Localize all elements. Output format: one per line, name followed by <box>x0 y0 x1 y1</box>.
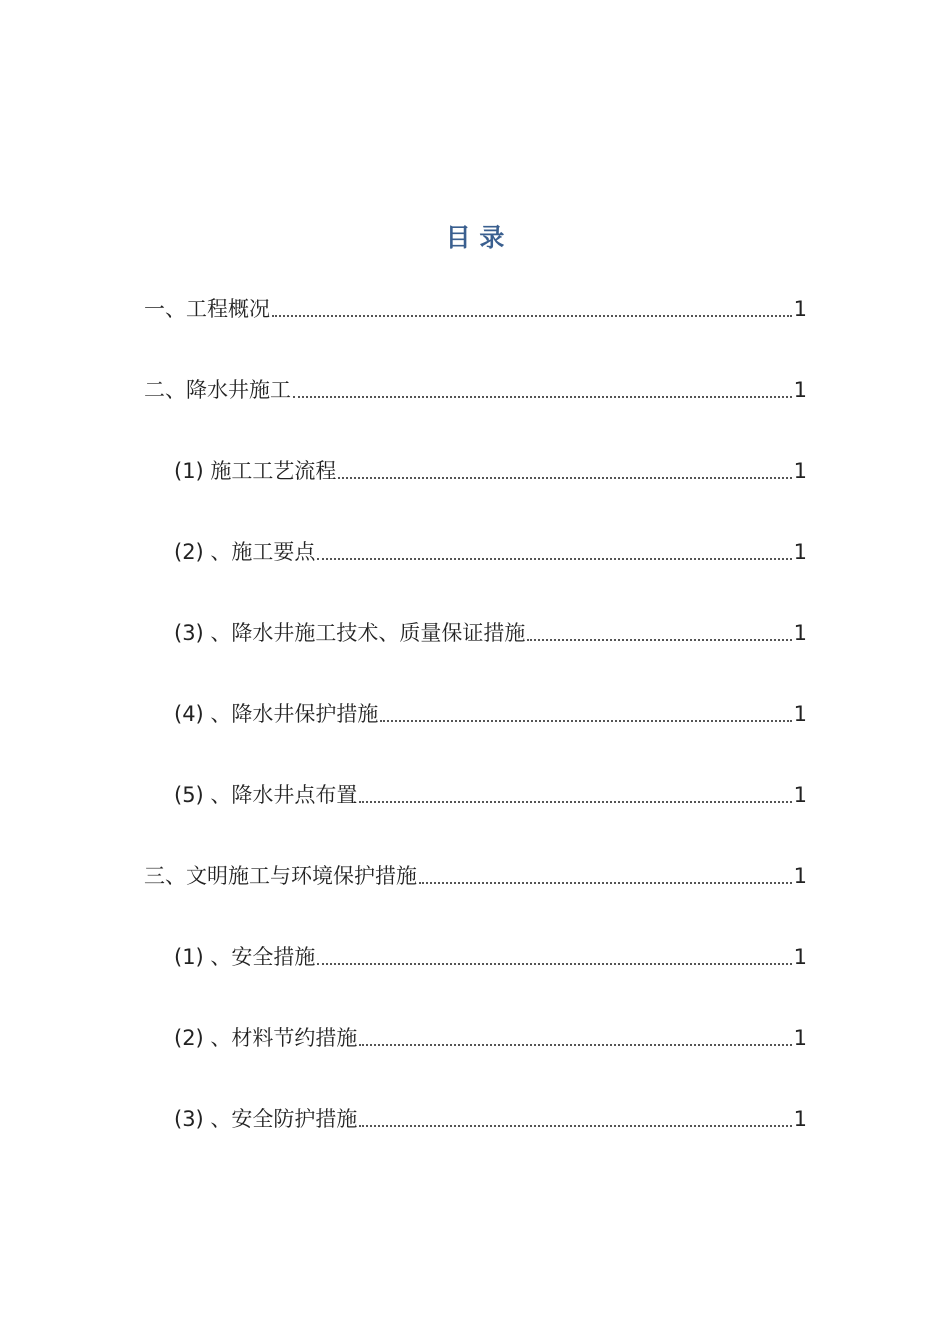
toc-entry-label: (2) 、材料节约措施 <box>174 1026 358 1050</box>
dot-leader <box>338 477 791 479</box>
toc-entry-label: 三、文明施工与环境保护措施 <box>144 864 417 888</box>
dot-leader <box>317 558 791 560</box>
toc-entry-label: (3) 、降水井施工技术、质量保证措施 <box>174 621 526 645</box>
toc-entry[interactable] <box>174 452 807 486</box>
toc-entry-page: 1 <box>793 945 807 969</box>
dot-leader <box>419 882 792 884</box>
dot-leader <box>293 396 792 398</box>
toc-entry-page: 1 <box>793 621 807 645</box>
toc-entry-page: 1 <box>793 864 807 888</box>
toc-entry-label: (1) 施工工艺流程 <box>174 459 337 483</box>
toc-entry[interactable] <box>144 290 807 324</box>
toc-entry-label: (2) 、施工要点 <box>174 540 316 564</box>
toc-entry-label: 二、降水井施工 <box>144 378 291 402</box>
toc-entry[interactable] <box>174 938 807 972</box>
toc-entry-label: (4) 、降水井保护措施 <box>174 702 379 726</box>
toc-entry[interactable] <box>174 1100 807 1134</box>
toc-entry-label: (3) 、安全防护措施 <box>174 1107 358 1131</box>
toc-entry-page: 1 <box>793 702 807 726</box>
toc-entry-page: 1 <box>793 459 807 483</box>
toc-entry-page: 1 <box>793 297 807 321</box>
dot-leader <box>527 639 791 641</box>
toc-entry-label: (1) 、安全措施 <box>174 945 316 969</box>
dot-leader <box>359 1044 791 1046</box>
dot-leader <box>359 1125 791 1127</box>
toc-entry-page: 1 <box>793 378 807 402</box>
toc-entry[interactable] <box>144 371 807 405</box>
dot-leader <box>317 963 791 965</box>
toc-entry-label: (5) 、降水井点布置 <box>174 783 358 807</box>
dot-leader <box>272 315 792 317</box>
toc-entry-label: 一、工程概况 <box>144 297 270 321</box>
toc-entry-page: 1 <box>793 1107 807 1131</box>
toc-entry[interactable] <box>174 776 807 810</box>
toc-entry-page: 1 <box>793 540 807 564</box>
dot-leader <box>359 801 791 803</box>
toc-entry[interactable] <box>174 695 807 729</box>
toc-entry[interactable] <box>144 857 807 891</box>
toc-entry-page: 1 <box>793 783 807 807</box>
dot-leader <box>380 720 791 722</box>
toc-entry[interactable] <box>174 1019 807 1053</box>
toc-title: 目 录 <box>445 223 505 252</box>
toc-entry[interactable] <box>174 614 807 648</box>
toc-entry[interactable] <box>174 533 807 567</box>
toc-entry-page: 1 <box>793 1026 807 1050</box>
